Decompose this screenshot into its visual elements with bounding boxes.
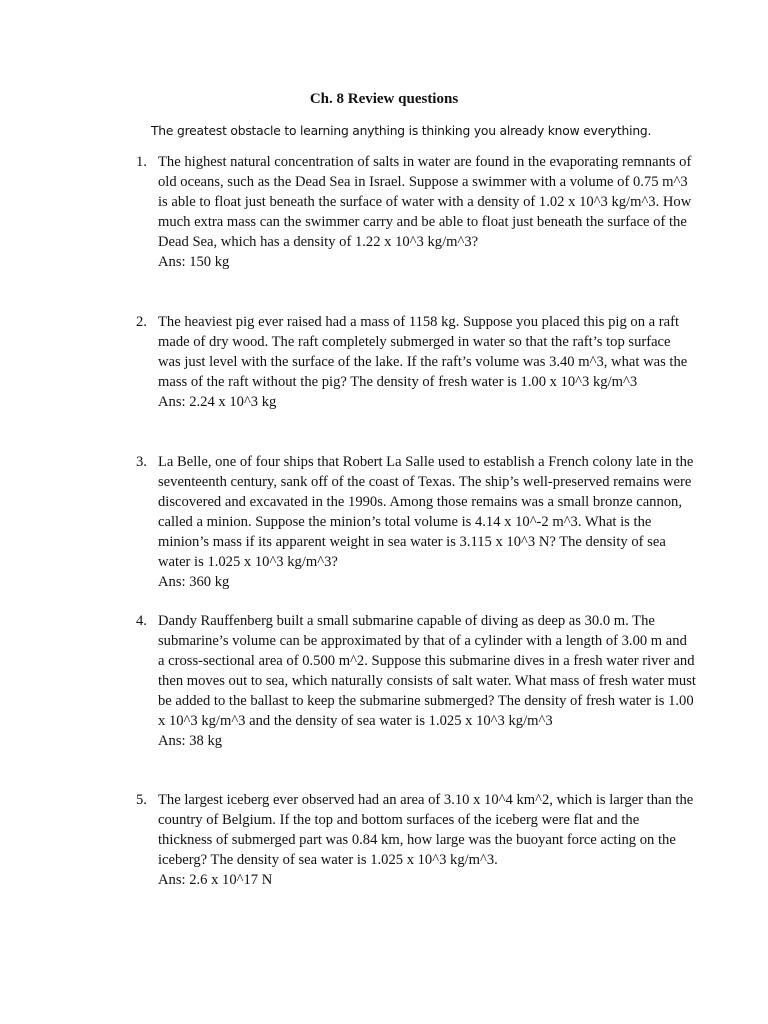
question-body (158, 611, 696, 751)
question-answer: Ans: 360 kg (158, 574, 230, 590)
question-body (158, 312, 696, 412)
question-item (136, 312, 696, 412)
question-answer: Ans: 2.24 x 10^3 kg (158, 394, 277, 410)
question-text: The highest natural concentration of salts in water are found in the evaporating remnants of old oceans, such as the Dead Sea in Israel. Suppose a swimmer with a volume of 0.75 m^3 is able to float just beneath the surface of water with a density of 1.02 x 10^3 kg/m^3. How much extra mass can the swimmer carry and be able to float just beneath the surface of the Dead Sea, which has a density of 1.22 x 10^3 kg/m^3? (158, 154, 692, 250)
question-answer: Ans: 2.6 x 10^17 N (158, 872, 273, 888)
question-item (136, 611, 696, 751)
question-body (158, 152, 696, 272)
question-item (136, 152, 696, 272)
motivational-quote: The greatest obstacle to learning anything is thinking you already know everything. (151, 124, 652, 138)
question-number: 2. (136, 314, 147, 330)
question-body (158, 790, 696, 890)
question-number: 1. (136, 154, 147, 170)
question-answer: Ans: 38 kg (158, 733, 223, 749)
question-item (136, 790, 696, 890)
question-number: 4. (136, 613, 147, 629)
question-text: La Belle, one of four ships that Robert La Salle used to establish a French colony late in the seventeenth century, sank off of the coast of Texas. The ship’s well-preserved remains were discovered and excavated in the 1990s. Among those remains was a small bronze cannon, called a minion. Suppose the minion’s total volume is 4.14 x 10^-2 m^3. What is the minion’s mass if its apparent weight in sea water is 3.115 x 10^3 N? The density of sea water is 1.025 x 10^3 kg/m^3? (158, 454, 694, 570)
question-body (158, 452, 696, 592)
question-answer: Ans: 150 kg (158, 254, 230, 270)
question-number: 3. (136, 454, 147, 470)
question-text: The heaviest pig ever raised had a mass of 1158 kg. Suppose you placed this pig on a raft made of dry wood. The raft completely submerged in water so that the raft’s top surface was just level with the surface of the lake. If the raft’s volume was 3.40 m^3, what was the mass of the raft without the pig? The density of fresh water is 1.00 x 10^3 kg/m^3 (158, 314, 688, 390)
page-title: Ch. 8 Review questions (309, 91, 459, 107)
question-item (136, 452, 696, 592)
question-number: 5. (136, 792, 147, 808)
question-text: The largest iceberg ever observed had an area of 3.10 x 10^4 km^2, which is larger than the country of Belgium. If the top and bottom surfaces of the iceberg were flat and the thickness of submerged part was 0.84 km, how large was the buoyant force acting on the iceberg? The density of sea water is 1.025 x 10^3 kg/m^3. (158, 792, 694, 868)
question-text: Dandy Rauffenberg built a small submarine capable of diving as deep as 30.0 m. The submarine’s volume can be approximated by that of a cylinder with a length of 3.00 m and a cross-sectional area of 0.500 m^2. Suppose this submarine dives in a fresh water river and then moves out to sea, which naturally consists of salt water. What mass of fresh water must be added to the ballast to keep the submarine submerged? The density of fresh water is 1.00 x 10^3 kg/m^3 and the density of sea water is 1.025 x 10^3 kg/m^3 (158, 613, 696, 729)
